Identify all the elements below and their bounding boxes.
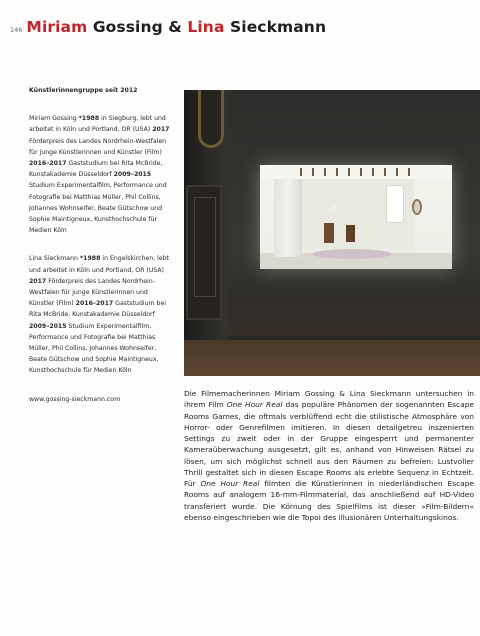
photo-floor bbox=[184, 340, 480, 376]
projection-screen bbox=[260, 165, 452, 269]
sidebar.bio1-segment: Studium Experimentalfilm, Performance und Fotografie bei Matthias Müller, Phil Collins, Johannes Wohnseifer, Beate Gütschow und Sophie Maintigneux, Kunsthochschule für Medien Köln bbox=[29, 182, 167, 235]
exhibition-photo bbox=[184, 90, 480, 376]
website-link[interactable]: www.gossing-sieckmann.com bbox=[29, 395, 121, 403]
sidebar.bio2-segment: 2017 bbox=[29, 277, 47, 285]
photo-door bbox=[186, 185, 222, 320]
group-label: Künstlerinnengruppe seit 2012 bbox=[29, 87, 138, 94]
main-description bbox=[184, 388, 474, 523]
sidebar.bio1-segment: 2009–2015 bbox=[113, 171, 152, 179]
screen-lamp bbox=[330, 205, 338, 211]
sidebar.bio2-segment: Förderpreis des Landes Nordrhein-Westfalen für junge Künstlerinnen und Künstler (Film) bbox=[29, 277, 155, 308]
body-segment: One Hour Real bbox=[226, 400, 283, 410]
body-segment: filmten die Künstlerinnen in niederländischen Escape Rooms auf analogem 16-mm-Filmmaterial, das anschließend auf HD-Video transferiert wurde. Die Körnung des Spielfilms ist dieser »Film-Bildern« ebenso eingeschrieben wie die Topoi des illusionären Unterhaltungskinos. bbox=[184, 479, 475, 522]
page-number: 146 bbox=[10, 26, 23, 34]
ampersand: & bbox=[168, 18, 182, 36]
screen-chair-2 bbox=[346, 225, 355, 242]
artist-first-name-2: Lina bbox=[187, 18, 225, 36]
sidebar.bio1-segment: *1988 bbox=[78, 115, 100, 123]
screen-rug bbox=[312, 249, 392, 259]
artist-first-name-1: Miriam bbox=[26, 18, 88, 36]
screen-oval-mirror bbox=[412, 199, 422, 215]
bio-miriam-gossing bbox=[29, 113, 175, 236]
artist-info-sidebar bbox=[29, 85, 175, 405]
sidebar.bio2-segment: in Engelskirchen, lebt und arbeitet in Köln und Portland, OR (USA) bbox=[29, 255, 170, 274]
body-segment: Die Filmemacherinnen Miriam Gossing & Lina Sieckmann untersuchen in ihrem Film bbox=[184, 389, 474, 410]
body-segment: das populäre Phänomen der sogenannten Escape Rooms Games, die oftmals verblüffend echt die stilistische Atmosphäre von Horror- oder Genrefilmen imitieren. In diesen detailgetreu inszenierten Settings zu zweit oder in der Gruppe eingesperrt und permanenter Kameraüberwachung ausgesetzt, gilt es, anhand von Hinweisen Rätsel zu lösen, um sich möglichst schnell aus den Räumen zu befreien: Lustvoller Thrill gestaltet sich in diesen Escape Rooms als erlebte Sequenz in Echtzeit. Für bbox=[184, 400, 474, 488]
sidebar.bio2-segment: Gaststudium bei Rita McBride, Kunstakademie Düsseldorf bbox=[29, 300, 166, 319]
sidebar.bio2-segment: Studium Experimentalfilm, Performance und Fotografie bei Matthias Müller, Phil Collins, Johannes Wohnseifer, Beate Gütschow und Sophie Maintigneux, Kunsthochschule für Medien Köln bbox=[29, 322, 159, 375]
sidebar.bio2-segment: 2009–2015 bbox=[29, 322, 67, 330]
sidebar.bio1-segment: in Siegburg, lebt und arbeitet in Köln und Portland, OR (USA) bbox=[29, 115, 166, 134]
artist-last-name-1: Gossing bbox=[92, 18, 163, 36]
screen-chair bbox=[324, 223, 334, 243]
photo-wall-mirror bbox=[198, 90, 224, 148]
sidebar.bio2-segment: 2016–2017 bbox=[75, 300, 114, 308]
sidebar.bio1-segment: 2017 bbox=[152, 126, 170, 134]
sidebar.bio1-segment: Miriam Gossing bbox=[29, 115, 79, 123]
sidebar.bio1-segment: Förderpreis des Landes Nordrhein-Westfalen für junge Künstlerinnen und Künstler (Film) bbox=[29, 137, 167, 156]
sidebar.bio1-segment: Gaststudium bei Rita McBride, Kunstakademie Düsseldorf bbox=[29, 160, 163, 179]
page-header bbox=[10, 18, 326, 40]
sidebar.bio2-segment: Lina Sieckmann bbox=[29, 255, 80, 263]
screen-window bbox=[386, 185, 404, 223]
screen-curtain bbox=[274, 179, 302, 257]
body-segment: One Hour Real bbox=[200, 479, 260, 488]
sidebar.bio2-segment: *1988 bbox=[79, 255, 101, 263]
sidebar.bio1-segment: 2016–2017 bbox=[29, 160, 67, 168]
bio-lina-sieckmann bbox=[29, 253, 175, 376]
page-title bbox=[26, 18, 326, 36]
artist-last-name-2: Sieckmann bbox=[230, 18, 327, 36]
